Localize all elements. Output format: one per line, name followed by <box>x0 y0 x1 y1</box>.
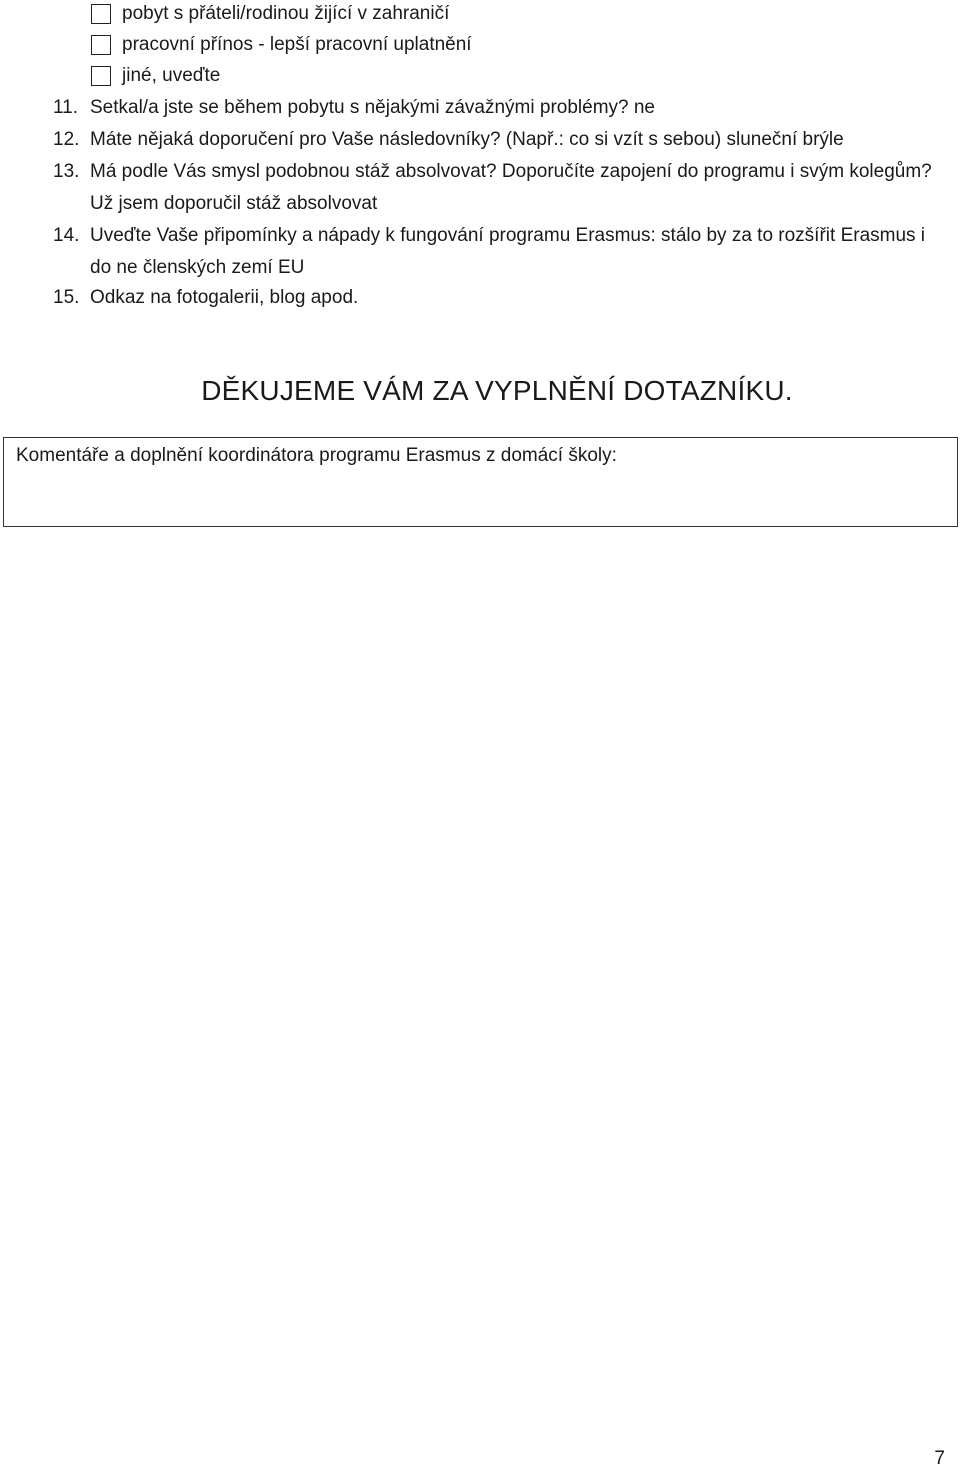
question-text: Máte nějaká doporučení pro Vaše následovníky? (Např.: co si vzít s sebou) sluneční brýle <box>90 129 844 150</box>
question-number: 13. <box>53 161 80 182</box>
page-number: 7 <box>934 1448 945 1469</box>
question-12 <box>53 124 933 156</box>
question-text: Uveďte Vaše připomínky a nápady k fungování programu Erasmus: stálo by za to rozšířit Erasmus i do ne členských zemí EU <box>90 225 926 278</box>
checkbox-icon[interactable] <box>91 4 111 24</box>
question-number: 11. <box>53 97 79 118</box>
question-15 <box>53 282 933 314</box>
question-13 <box>53 156 933 219</box>
question-11 <box>53 92 933 124</box>
checkbox-icon[interactable] <box>91 35 111 55</box>
checkbox-label: pracovní přínos - lepší pracovní uplatnění <box>122 34 472 55</box>
checkbox-option-work-benefit[interactable] <box>91 32 472 58</box>
checkbox-label: pobyt s přáteli/rodinou žijící v zahraničí <box>122 3 450 24</box>
question-text: Setkal/a jste se během pobytu s nějakými závažnými problémy? ne <box>90 97 655 118</box>
checkbox-option-friends-family[interactable] <box>91 1 449 27</box>
question-text: Má podle Vás smysl podobnou stáž absolvovat? Doporučíte zapojení do programu i svým kolegům? Už jsem doporučil stáž absolvovat <box>90 161 932 214</box>
closing-thank-you-title: DĚKUJEME VÁM ZA VYPLNĚNÍ DOTAZNÍKU. <box>201 375 793 406</box>
question-number: 14. <box>53 225 80 246</box>
checkbox-option-other[interactable] <box>91 63 220 89</box>
checkbox-icon[interactable] <box>91 66 111 86</box>
question-text: Odkaz na fotogalerii, blog apod. <box>90 287 359 308</box>
question-number: 15. <box>53 287 80 308</box>
checkbox-label: jiné, uveďte <box>122 65 221 86</box>
coordinator-comment-label: Komentáře a doplnění koordinátora programu Erasmus z domácí školy: <box>16 445 617 466</box>
question-number: 12. <box>53 129 80 150</box>
question-14 <box>53 220 933 283</box>
coordinator-comment-box[interactable] <box>3 437 958 527</box>
